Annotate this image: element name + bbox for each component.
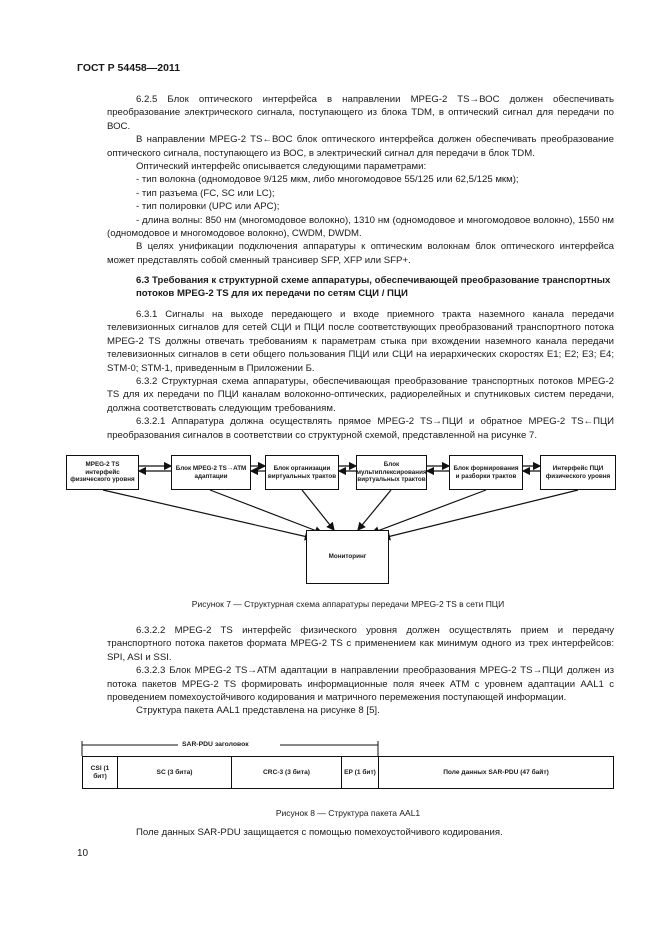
paragraph: 6.2.5 Блок оптического интерфейса в направлении MPEG-2 TS→ВОС должен обеспечивать преобразование электрического сигнала, поступающего из блока TDM, в оптический сигнал для передачи по ВОС. (107, 94, 614, 132)
cell-sar-pdu-data: Поле данных SAR-PDU (47 байт) (443, 768, 549, 776)
cell-sc: SC (3 бита) (118, 757, 232, 788)
paragraph: 6.3.2.3 Блок MPEG-2 TS→ATM адаптации в направлении преобразования MPEG-2 TS→ПЦИ должен из потока пакетов MPEG-2 TS формировать информационные поля ячеек ATM с уровнем адаптации AAL1 с проведением помехоустойчивого кодирования и матричного перемежения поступающей информации. (107, 665, 614, 704)
aal1-packet-structure (82, 756, 614, 789)
box-monitoring: Мониторинг (306, 530, 389, 584)
box-ts-atm-adaptation: Блок MPEG-2 TS→ATM адаптации (171, 455, 251, 490)
closing-text (107, 826, 614, 839)
sar-pdu-header-label: SAR-PDU заголовок (182, 741, 249, 748)
figure-7-caption: Рисунок 7 — Структурная схема аппаратуры передачи MPEG-2 TS в сети ПЦИ (191, 599, 505, 609)
section-heading-6-3: 6.3 Требования к структурной схеме аппаратуры, обеспечивающей преобразование транспортных потоков MPEG-2 TS для их передачи по сетям СЦИ / ПЦИ (136, 275, 611, 300)
list-item: - тип разъема (FC, SC или LC); (136, 187, 275, 199)
figure-8-caption: Рисунок 8 — Структура пакета AAL1 (275, 808, 421, 818)
box-pdh-physical-interface: Интерфейс ПЦИ физического уровня (540, 455, 616, 490)
paragraph: 6.3.1 Сигналы на выходе передающего и входе приемного тракта наземного канала передачи телевизионных сигналов для сетей СЦИ и ПЦИ после соответствующих преобразований транспортного потока MPEG-2 TS должны отвечать требованиям к параметрам стыка при вхождении наземного канала передачи телевизионных сигналов в сети общего пользования ПЦИ или СЦИ на иерархических скоростях E1; E2; E3; E4; STM-0; STM-1, приведенным в Приложении Б. (107, 309, 614, 374)
paragraph: В целях унификации подключения аппаратуры к оптическим волокнам блок оптического интерфейса может представлять собой сменный трансивер SFP, XFP или SFP+. (107, 241, 614, 266)
paragraph: Структура пакета AAL1 представлена на рисунке 8 [5]. (136, 705, 380, 717)
list-item: - тип полировки (UPC или APC); (136, 201, 280, 213)
list-item: - тип волокна (одномодовое 9/125 мкм, либо многомодовое 55/125 или 62,5/125 мкм); (136, 174, 519, 186)
paragraph: 6.3.2 Структурная схема аппаратуры, обеспечивающая преобразование транспортных потоков MPEG-2 TS для их передачи по ПЦИ каналам волоконно-оптических, радиорелейных и спутниковых систем передачи, должна соответствовать следующим требованиям. (107, 376, 614, 414)
paragraph: Поле данных SAR-PDU защищается с помощью помехоустойчивого кодирования. (136, 827, 503, 838)
list-item: - длина волны: 850 нм (многомодовое волокно), 1310 нм (одномодовое и многомодовое волокно), 1550 нм (одномодовое и многомодовое волокно), CWDM, DWDM. (107, 214, 614, 240)
cell-crc3: CRC-3 (3 бита) (232, 757, 342, 788)
page-number: 10 (77, 848, 89, 859)
box-virtual-tracts: Блок организации виртуальных трактов (265, 455, 339, 490)
document-header: ГОСТ Р 54458—2011 (77, 62, 181, 74)
box-forming-tracts: Блок формирования и разборки трактов (449, 455, 523, 490)
box-mpeg2-ts-physical-interface: MPEG-2 TS интерфейс физического уровня (66, 455, 139, 490)
cell-ep: EP (1 бит) (342, 757, 379, 788)
paragraph: 6.3.2.1 Аппаратура должна осуществлять прямое MPEG-2 TS→ПЦИ и обратное MPEG-2 TS←ПЦИ преобразования сигналов в соответствии со структурной схемой, представленной на рисунке 7. (107, 416, 614, 441)
box-multiplexing: Блок мультиплексирования виртуальных трактов (356, 455, 427, 490)
cell-csi: CSI (1 бит) (83, 757, 118, 788)
paragraph: Оптический интерфейс описывается следующими параметрами: (136, 161, 427, 173)
paragraph: В направлении MPEG-2 TS←ВОС блок оптического интерфейса должен обеспечивать преобразование оптического сигнала, поступающего из ВОС, в электрический сигнал для передачи в блок TDM. (107, 134, 614, 159)
paragraph: 6.3.2.2 MPEG-2 TS интерфейс физического уровня должен осуществлять прием и передачу транспортного потока пакетов формата MPEG-2 TS с применением как минимум одного из трех интерфейсов: SPI, ASI и SSI. (107, 625, 614, 663)
